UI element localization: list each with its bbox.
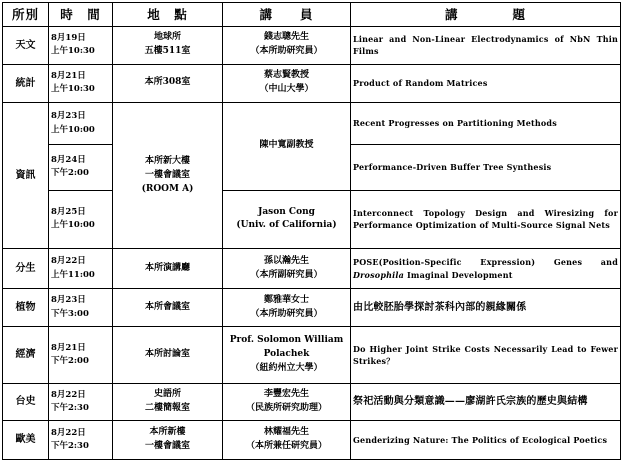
speaker-cell <box>223 249 351 289</box>
place-cell <box>113 103 223 249</box>
topic-cell: Performance-Driven Buffer Tree Synthesis <box>351 144 621 190</box>
field-cell: 天文 <box>3 27 49 65</box>
topic-cell: Genderizing Nature: The Politics of Ecological Poetics <box>351 421 621 460</box>
topic-cell: Recent Progresses on Partitioning Methods <box>351 103 621 145</box>
table-row <box>3 64 621 103</box>
time-text: 下午2:00 <box>51 168 89 179</box>
speaker-name: 林耀福先生 <box>263 427 309 438</box>
time-text: 下午2:30 <box>51 441 89 452</box>
header-field: 所別 <box>3 3 49 27</box>
speaker-affiliation: （本所兼任研究員） <box>245 441 327 452</box>
header-place: 地 點 <box>113 3 223 27</box>
topic-cell: Product of Random Matrices <box>351 64 621 103</box>
time-cell <box>49 383 113 421</box>
table-row <box>3 27 621 65</box>
time-text: 上午10:30 <box>51 46 95 57</box>
time-text: 上午10:00 <box>51 220 95 231</box>
speaker-cell <box>223 190 351 248</box>
date-text: 8月25日 <box>51 207 86 218</box>
time-cell <box>49 288 113 327</box>
date-text: 8月22日 <box>51 427 86 438</box>
date-text: 8月23日 <box>51 111 86 122</box>
field-cell: 資訊 <box>3 103 49 249</box>
place-line: 一樓會議室 <box>144 441 190 452</box>
date-text: 8月23日 <box>51 295 86 306</box>
table-row <box>3 190 621 248</box>
topic-cell: 祭祀活動與分類意識——廖湖許氏宗族的歷史與結構 <box>351 383 621 421</box>
topic-cell: Do Higher Joint Strike Costs Necessarily Lead to Fewer Strikes？ <box>351 327 621 383</box>
speaker-name: 錢志聰先生 <box>263 32 309 43</box>
seminar-schedule-table <box>2 2 621 460</box>
table-row <box>3 383 621 421</box>
speaker-name: 李豐宏先生 <box>263 389 309 400</box>
time-text: 下午2:30 <box>51 403 89 414</box>
speaker-cell <box>223 327 351 383</box>
place-cell <box>113 421 223 460</box>
date-text: 8月22日 <box>51 389 86 400</box>
place-line: 本所新大樓 <box>144 155 190 166</box>
speaker-name: Prof. Solomon William <box>229 335 344 346</box>
table-row <box>3 421 621 460</box>
speaker-affiliation: （中山大學） <box>259 84 314 95</box>
field-cell: 植物 <box>3 288 49 327</box>
speaker-name: Polachek <box>263 349 310 360</box>
topic-text: POSE(Position-Specific Expression) Genes and <box>353 257 618 268</box>
place-cell <box>113 27 223 65</box>
header-row <box>3 3 621 27</box>
header-time: 時 間 <box>49 3 113 27</box>
place-line: 本所新樓 <box>149 427 186 438</box>
header-topic: 講 題 <box>351 3 621 27</box>
speaker-affiliation: （本所副研究員） <box>250 269 323 280</box>
date-text: 8月22日 <box>51 256 86 267</box>
table-row <box>3 327 621 383</box>
topic-cell: Interconnect Topology Design and Wiresizing for Performance Optimization of Multi-Source Signal Nets <box>351 190 621 248</box>
field-cell: 分生 <box>3 249 49 289</box>
place-line: 五樓511室 <box>144 46 191 57</box>
place-line: 地球所 <box>153 32 181 43</box>
speaker-affiliation: （紐約州立大學） <box>250 363 323 374</box>
time-cell <box>49 249 113 289</box>
time-cell <box>49 64 113 103</box>
time-cell <box>49 103 113 145</box>
speaker-name: 孫以瀚先生 <box>263 255 309 266</box>
topic-text: Imaginal Development <box>404 269 513 280</box>
time-text: 下午2:00 <box>51 356 89 367</box>
place-line: 史語所 <box>153 389 181 400</box>
place-line: (ROOM A) <box>141 183 194 194</box>
speaker-cell <box>223 421 351 460</box>
field-cell: 經濟 <box>3 327 49 383</box>
speaker-cell <box>223 288 351 327</box>
table-row <box>3 288 621 327</box>
time-text: 上午11:00 <box>51 269 95 280</box>
topic-cell: 由比較胚胎學探討茶科內部的親緣關係 <box>351 288 621 327</box>
date-text: 8月21日 <box>51 71 86 82</box>
speaker-cell: 陳中寬副教授 <box>223 103 351 191</box>
time-cell <box>49 327 113 383</box>
time-text: 下午3:00 <box>51 308 89 319</box>
table-row <box>3 103 621 145</box>
date-text: 8月21日 <box>51 342 86 353</box>
header-speaker: 講 員 <box>223 3 351 27</box>
speaker-name: 蔡志賢教授 <box>263 70 309 81</box>
speaker-name: Jason Cong <box>258 206 315 217</box>
topic-italic-text: Drosophila <box>353 269 404 280</box>
time-text: 上午10:00 <box>51 124 95 135</box>
speaker-name: 鄭雅華女士 <box>263 294 309 305</box>
topic-cell: Linear and Non-Linear Electrodynamics of NbN Thin Films <box>351 27 621 65</box>
time-cell <box>49 27 113 65</box>
speaker-affiliation: (Univ. of California) <box>236 220 337 231</box>
place-cell <box>113 383 223 421</box>
speaker-affiliation: （民族所研究助理） <box>245 403 327 414</box>
place-cell: 本所會議室 <box>113 288 223 327</box>
place-line: 一樓會議室 <box>144 169 190 180</box>
table-row <box>3 249 621 289</box>
place-cell: 本所討論室 <box>113 327 223 383</box>
speaker-cell <box>223 27 351 65</box>
time-cell <box>49 190 113 248</box>
speaker-cell <box>223 383 351 421</box>
time-text: 上午10:30 <box>51 84 95 95</box>
field-cell: 歐美 <box>3 421 49 460</box>
field-cell: 台史 <box>3 383 49 421</box>
speaker-affiliation: （本所助研究員） <box>250 46 323 57</box>
date-text: 8月24日 <box>51 155 86 166</box>
speaker-affiliation: （本所助研究員） <box>250 308 323 319</box>
time-cell <box>49 421 113 460</box>
date-text: 8月19日 <box>51 33 86 44</box>
time-cell <box>49 144 113 190</box>
place-line: 二樓簡報室 <box>144 403 190 414</box>
speaker-cell <box>223 64 351 103</box>
field-cell: 統計 <box>3 64 49 103</box>
place-cell: 本所308室 <box>113 64 223 103</box>
topic-cell <box>351 249 621 289</box>
place-cell: 本所演講廳 <box>113 249 223 289</box>
